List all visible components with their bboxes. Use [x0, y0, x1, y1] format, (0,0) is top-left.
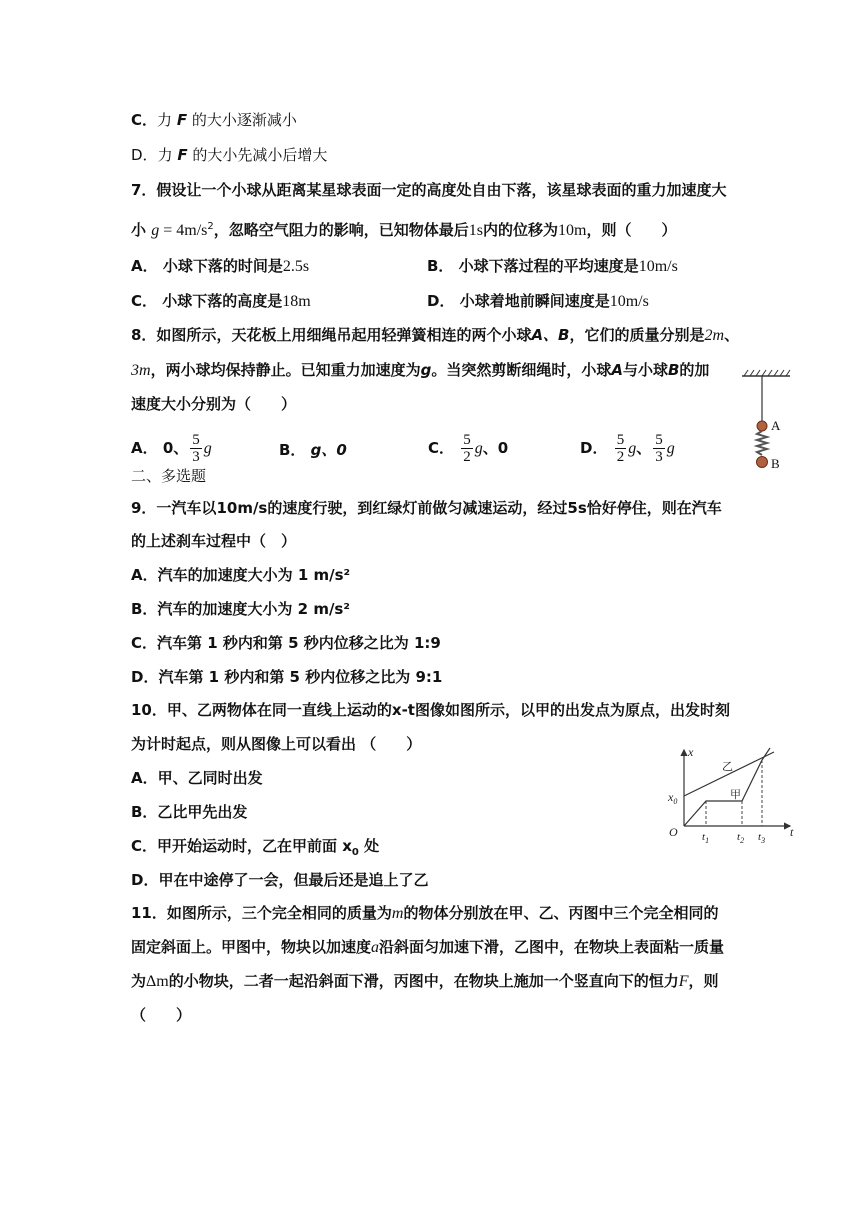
q7-option-a: A． 小球下落的时间是2.5s — [131, 257, 310, 275]
option-text: 力 — [157, 146, 173, 164]
q6-option-c — [131, 110, 297, 130]
q9-option-a: A．汽车的加速度大小为 1 m/s² — [131, 566, 351, 584]
t2-label: $t_2$ — [737, 831, 745, 845]
x0-label: $x_0$ — [668, 790, 678, 806]
q8-option-d: D． $\frac{5}{2}$ g、 $\frac{5}{3}$ g — [580, 432, 675, 465]
force-symbol: F — [176, 111, 188, 129]
q8-option-a: A． 0、 $\frac{5}{3}$ g — [131, 432, 212, 465]
x-axis-label: x — [688, 745, 694, 759]
q7-stem-line1: 7．假设让一个小球从距离某星球表面一定的高度处自由下落，该星球表面的重力加速度大 — [131, 181, 727, 199]
spring — [757, 431, 767, 455]
q10-option-b: B．乙比甲先出发 — [131, 803, 248, 821]
q10-stem-line2: 为计时起点，则从图像上可以看出 （ ） — [131, 735, 422, 753]
q8-stem-line2: 3m，两小球均保持静止。已知重力加速度为g。当突然剪断细绳时，小球A与小球B的加 — [131, 361, 710, 379]
q9-stem-line2: 的上述刹车过程中（ ） — [131, 532, 297, 550]
q10-option-a: A．甲、乙同时出发 — [131, 769, 263, 787]
section-header: 二、多选题 — [131, 467, 207, 485]
option-label: C． — [131, 111, 158, 129]
t1-label: $t_1$ — [702, 831, 710, 845]
ceiling — [742, 370, 790, 376]
option-text: 的大小逐渐减小 — [191, 111, 297, 129]
q8-stem-line3: 速度大小分别为（ ） — [131, 395, 297, 413]
option-text: 的大小先减小后增大 — [192, 146, 328, 164]
fraction: $\frac{5}{3}$ — [192, 432, 200, 465]
ball-b — [757, 457, 768, 468]
ball-a — [757, 421, 767, 431]
q8-option-b: B． g、0 — [279, 441, 347, 459]
t3-label: $t_3$ — [758, 831, 766, 845]
fraction: $\frac{5}{2}$ — [463, 432, 471, 465]
q11-stem-line2: 固定斜面上。甲图中，物块以加速度a沿斜面匀加速下滑，乙图中，在物块上表面粘一质量 — [131, 938, 725, 956]
q8-stem-line1: 8．如图所示，天花板上用细绳吊起用轻弹簧相连的两个小球A、B，它们的质量分别是2m、 — [131, 326, 740, 344]
q11-stem-line4: （ ） — [131, 1006, 192, 1024]
q11-stem-line1: 11．如图所示，三个完全相同的质量为m的物体分别放在甲、乙、丙图中三个完全相同的 — [131, 904, 719, 922]
q10-option-c: C．甲开始运动时，乙在甲前面 $x_0$ 处 — [131, 837, 380, 858]
q10-option-d: D．甲在中途停了一会，但最后还是追上了乙 — [131, 871, 429, 889]
q7-option-b: B． 小球下落过程的平均速度是10m/s — [427, 257, 678, 275]
q9-stem-line1: 9．一汽车以10m/s的速度行驶，到红绿灯前做匀减速运动，经过5s恰好停住，则在汽车 — [131, 499, 722, 517]
label-b: B — [771, 456, 780, 471]
q6-option-d — [131, 145, 327, 165]
q7-option-c: C． 小球下落的高度是18m — [131, 292, 311, 310]
q11-stem-line3: 为Δm的小物块，二者一起沿斜面下滑，丙图中，在物块上施加一个竖直向下的恒力F，则 — [131, 972, 719, 990]
t-axis-label: t — [790, 825, 794, 839]
yi-label: 乙 — [722, 761, 733, 773]
jia-label: 甲 — [730, 789, 741, 801]
force-symbol: F — [177, 146, 188, 164]
q10-stem-line1: 10．甲、乙两物体在同一直线上运动的x-t图像如图所示，以甲的出发点为原点，出发时刻 — [131, 701, 730, 719]
yi-line — [684, 752, 774, 796]
q9-option-b: B．汽车的加速度大小为 2 m/s² — [131, 600, 350, 618]
q9-option-d: D．汽车第 1 秒内和第 5 秒内位移之比为 9:1 — [131, 668, 443, 686]
q7-stem-line2: 小 $g = 4m/s^2$，忽略空气阻力的影响，已知物体最后1s内的位移为10m，则（ ） — [131, 221, 677, 239]
q9-option-c: C．汽车第 1 秒内和第 5 秒内位移之比为 1:9 — [131, 634, 441, 652]
option-label: D． — [131, 146, 158, 164]
origin-label: O — [669, 825, 678, 839]
fraction: $\frac{5}{2}$ — [616, 432, 625, 465]
q7-option-d: D． 小球着地前瞬间速度是10m/s — [427, 292, 649, 310]
spring-figure — [738, 368, 798, 472]
q8-option-c: C． $\frac{5}{2}$ g、0 — [428, 432, 509, 465]
xt-graph — [664, 744, 808, 848]
option-text: 力 — [157, 111, 173, 129]
gravity-symbol: g — [151, 222, 160, 239]
label-a: A — [771, 418, 781, 433]
fraction: $\frac{5}{3}$ — [655, 432, 663, 465]
